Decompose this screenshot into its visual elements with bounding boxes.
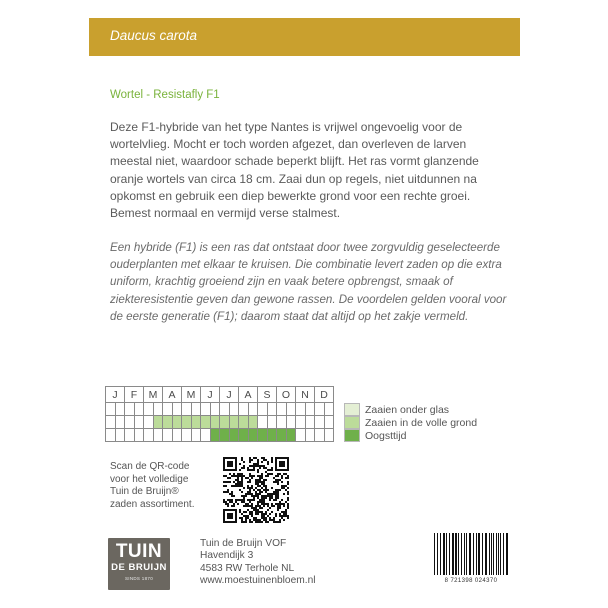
- calendar-cell: [296, 429, 306, 442]
- calendar-cell: [134, 429, 144, 442]
- calendar-cell: [172, 429, 182, 442]
- calendar-cell: [267, 403, 277, 416]
- address-line: Havendijk 3: [200, 550, 254, 562]
- address-line: 4583 RW Terhole NL: [200, 562, 295, 574]
- calendar-cell: [115, 429, 125, 442]
- calendar-cell: [305, 429, 315, 442]
- calendar-cell: [153, 416, 163, 429]
- calendar-cell: [172, 416, 182, 429]
- calendar-cell: [239, 429, 249, 442]
- calendar-legend: [344, 403, 477, 442]
- calendar-cell: [201, 429, 211, 442]
- month-header: M: [144, 387, 163, 403]
- legend-swatch: [344, 416, 360, 429]
- calendar-cell: [172, 403, 182, 416]
- calendar-cell: [239, 416, 249, 429]
- legend-item-indoor: [344, 403, 477, 416]
- month-header: J: [106, 387, 125, 403]
- qr-text-line: Tuin de Bruijn®: [110, 486, 179, 497]
- calendar-cell: [296, 416, 306, 429]
- calendar-cell: [106, 403, 116, 416]
- calendar-row-harvest: [106, 429, 334, 442]
- qr-instruction: [110, 461, 210, 511]
- calendar-cell: [191, 416, 201, 429]
- barcode-digits: 8 721398 024370: [444, 578, 498, 584]
- legend-item-outdoor: [344, 416, 477, 429]
- calendar-cell: [125, 429, 135, 442]
- qr-code-image: [223, 457, 289, 523]
- month-header: S: [258, 387, 277, 403]
- calendar-cell: [210, 429, 220, 442]
- calendar-cell: [315, 416, 325, 429]
- calendar-cell: [153, 403, 163, 416]
- calendar-cell: [125, 403, 135, 416]
- calendar-cell: [277, 403, 287, 416]
- month-header: J: [220, 387, 239, 403]
- legend-label: Zaaien onder glas: [365, 403, 450, 416]
- calendar-cell: [305, 416, 315, 429]
- calendar-cell: [286, 416, 296, 429]
- calendar-cell: [267, 429, 277, 442]
- calendar-cell: [201, 403, 211, 416]
- calendar-cell: [229, 403, 239, 416]
- calendar-cell: [115, 416, 125, 429]
- qr-text-line: voor het volledige: [110, 473, 189, 485]
- calendar-cell: [163, 403, 173, 416]
- legend-label: Oogsttijd: [365, 429, 407, 442]
- legend-item-harvest: [344, 429, 477, 442]
- legend-label: Zaaien in de volle grond: [365, 416, 478, 429]
- calendar-cell: [258, 403, 268, 416]
- calendar-cell: [267, 416, 277, 429]
- barcode-image: [431, 531, 511, 577]
- calendar-cell: [106, 429, 116, 442]
- calendar-cell: [258, 416, 268, 429]
- calendar-cell: [229, 429, 239, 442]
- calendar-cell: [191, 429, 201, 442]
- calendar-cell: [258, 429, 268, 442]
- calendar-cell: [324, 403, 334, 416]
- qr-text-line: Scan de QR-code: [110, 461, 190, 472]
- header-band: [89, 18, 520, 56]
- calendar-cell: [144, 429, 154, 442]
- calendar-cell: [182, 416, 192, 429]
- address-line: Tuin de Bruijn VOF: [200, 538, 287, 549]
- logo-since: SINDS 1870: [124, 576, 153, 581]
- barcode: [431, 531, 511, 582]
- calendar-cell: [277, 416, 287, 429]
- calendar-cell: [144, 416, 154, 429]
- month-header: M: [182, 387, 201, 403]
- calendar-row-indoor: [106, 403, 334, 416]
- month-header: O: [277, 387, 296, 403]
- month-header: J: [201, 387, 220, 403]
- month-header: A: [163, 387, 182, 403]
- calendar-cell: [305, 403, 315, 416]
- calendar-cell: [286, 429, 296, 442]
- company-address: [200, 538, 316, 587]
- calendar-cell: [210, 403, 220, 416]
- description-text: Deze F1-hybride van het type Nantes is vrijwel ongevoelig voor de wortelvlieg. Mocht er toch worden afgezet, dan overleven de larven meestal niet, waardoor schade beperkt blijft. Het ras vormt glanzende oranje wortels van circa 18 cm. Zaai dun op regels, niet uitdunnen na opkomst en gebruik een diep bewerkte grond voor een rechte groei. Bemest normaal en vermijd verse stalmest.: [110, 120, 479, 221]
- calendar-cell: [134, 403, 144, 416]
- month-header: A: [239, 387, 258, 403]
- brand-logo: [108, 538, 170, 590]
- calendar-cell: [201, 416, 211, 429]
- calendar-cell: [144, 403, 154, 416]
- legend-swatch: [344, 403, 360, 416]
- logo-line-1: TUIN: [115, 541, 163, 562]
- calendar-cell: [210, 416, 220, 429]
- address-line: www.moestuinenbloem.nl: [200, 574, 316, 586]
- calendar-cell: [324, 429, 334, 442]
- calendar-cell: [182, 403, 192, 416]
- month-header: F: [125, 387, 144, 403]
- calendar-cell: [220, 429, 230, 442]
- calendar-cell: [239, 403, 249, 416]
- calendar-cell: [229, 416, 239, 429]
- calendar-cell: [296, 403, 306, 416]
- sowing-calendar: [105, 386, 334, 442]
- calendar-cell: [315, 403, 325, 416]
- calendar-cell: [106, 416, 116, 429]
- logo-line-2: DE BRUIJN: [111, 562, 167, 573]
- calendar-cell: [315, 429, 325, 442]
- calendar-row-outdoor: [106, 416, 334, 429]
- legend-swatch: [344, 429, 360, 442]
- calendar-cell: [163, 429, 173, 442]
- month-header: N: [296, 387, 315, 403]
- calendar-cell: [191, 403, 201, 416]
- latin-name: Daucus carota: [110, 28, 198, 43]
- calendar-cell: [220, 416, 230, 429]
- calendar-cell: [286, 403, 296, 416]
- calendar-cell: [115, 403, 125, 416]
- variety-title: Wortel - Resistafly F1: [110, 89, 220, 101]
- calendar-cell: [153, 429, 163, 442]
- calendar-cell: [248, 416, 258, 429]
- qr-text-line: zaden assortiment.: [110, 498, 195, 510]
- calendar-cell: [182, 429, 192, 442]
- calendar-cell: [125, 416, 135, 429]
- qr-code[interactable]: [223, 457, 289, 528]
- month-header: D: [315, 387, 334, 403]
- calendar-cell: [134, 416, 144, 429]
- calendar-cell: [248, 429, 258, 442]
- calendar-cell: [248, 403, 258, 416]
- hybrid-note: Een hybride (F1) is een ras dat ontstaat door twee zorgvuldig geselecteerde ouderplanten met elkaar te kruisen. Die combinatie levert zaden op die extra uniform, krachtig groeiend zijn en vaak betere opbrengst, smaak of ziekteresistentie geven dan gewone rassen. De voordelen gelden vooral voor de eerste generatie (F1); daarom staat dat altijd op het zakje vermeld.: [110, 241, 507, 323]
- calendar-cell: [220, 403, 230, 416]
- seed-packet-back: [89, 0, 520, 608]
- calendar-cell: [163, 416, 173, 429]
- calendar-cell: [324, 416, 334, 429]
- calendar-cell: [277, 429, 287, 442]
